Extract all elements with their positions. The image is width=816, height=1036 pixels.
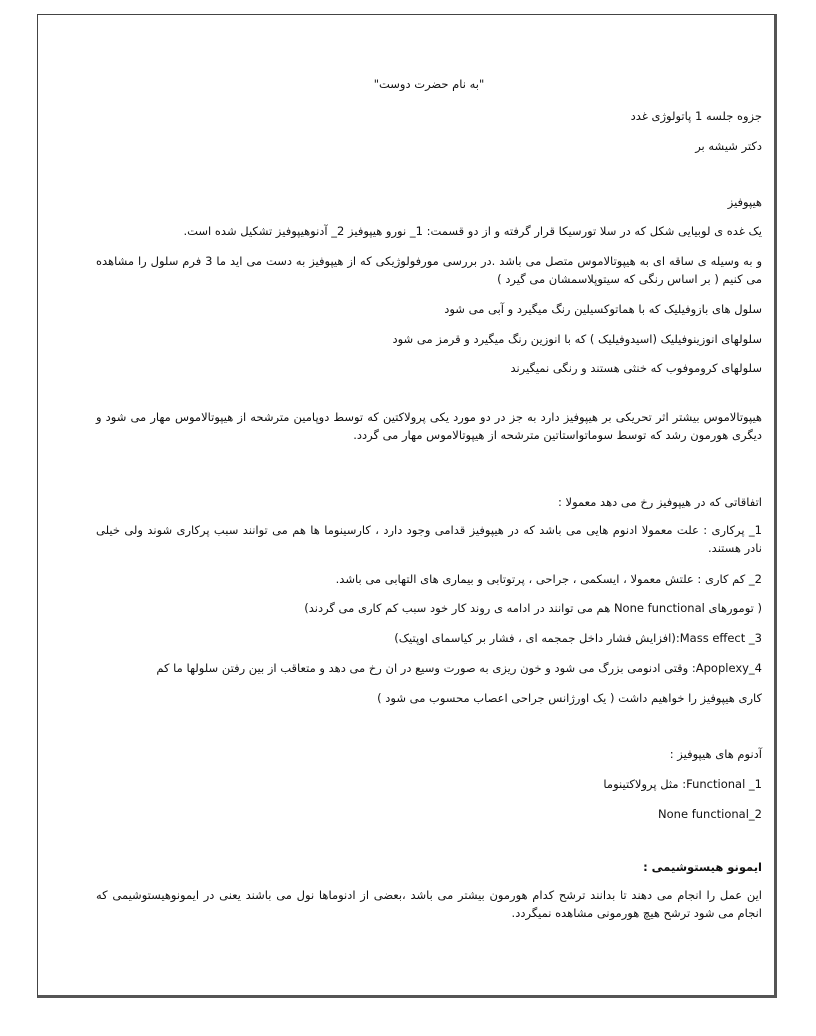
section-heading-hypophysis: هیپوفیز — [727, 195, 762, 209]
event-apoplexy-line-1: Apoplexy_4: وقتی ادنومی بزرگ می شود و خون ریزی به صورت وسیع در ان رخ می دهد و متعاقب از بین رفتن سلولها ما کم — [156, 661, 762, 675]
cell-type-eosinophil: سلولهای انوزینوفیلیک (اسیدوفیلیک ) که با انوزین رنگ میگیرد و قرمز می شود — [392, 332, 762, 346]
events-heading: اتفاقاتی که در هیپوفیز رخ می دهد معمولا : — [558, 495, 762, 509]
adenoma-nonfunctional: None functional_2 — [658, 807, 762, 821]
doc-author: دکتر شیشه بر — [695, 139, 762, 153]
ihc-heading: ایمونو هیستوشیمی : — [643, 860, 762, 874]
cell-type-basophil: سلول های بازوفیلیک که با هماتوکسیلین رنگ میگیرد و آبی می شود — [444, 302, 762, 316]
adenoma-heading: آدنوم های هیپوفیز : — [669, 747, 762, 761]
paragraph-2: و به وسیله ی ساقه ای به هیپوتالاموس متصل می باشد .در بررسی مورفولوژیکی که از هیپوفیز به دست می اید ما 3 فرم سلول را مشاهده می کنیم ( بر اساس رنگی که سیتوپلاسمشان می گیرد ) — [96, 254, 763, 286]
event-hypofunction: 2_ کم کاری : علتش معمولا ، ایسکمی ، جراحی ، پرتوتابی و بیماری های التهابی می باشد. — [335, 572, 762, 586]
doc-subtitle: جزوه جلسه 1 پاتولوژی غدد — [630, 109, 762, 123]
paragraph-1: یک غده ی لوبیایی شکل که در سلا تورسیکا قرار گرفته و از دو قسمت: 1_ نورو هیپوفیز 2_ آدنوهیپوفیز تشکیل شده است. — [183, 224, 762, 238]
event-apoplexy-line-2: کاری هیپوفیز را خواهیم داشت ( یک اورژانس جراحی اعصاب محسوب می شود ) — [377, 691, 762, 705]
cell-type-chromophobe: سلولهای کروموفوب که خنثی هستند و رنگی نمیگیرند — [510, 361, 762, 375]
event-hyperfunction: 1_ پرکاری : علت معمولا ادنوم هایی می باشد که در هیپوفیز قدامی وجود دارد ، کارسینوما ها هم می توانند سبب پرکاری شوند ولی خیلی نادر هستند. — [96, 523, 762, 555]
event-mass-effect: Mass effect _3:(افزایش فشار داخل جمجمه ای ، فشار بر کیاسمای اوپتیک) — [394, 631, 762, 645]
page-content — [96, 15, 762, 999]
ihc-paragraph: این عمل را انجام می دهند تا بدانند ترشح کدام هورمون بیشتر می باشد ،بعضی از ادنوماها نول می باشند یعنی در ایمونوهیستوشیمی که انجام می شود ترشح هیچ هورمونی مشاهده نمیگردد. — [96, 888, 762, 920]
doc-title: "به نام حضرت دوست" — [373, 77, 485, 91]
adenoma-functional: Functional _1: مثل پرولاکتینوما — [603, 777, 762, 791]
document-page — [37, 14, 777, 998]
paragraph-hypothalamus: هیپوتالاموس بیشتر اثر تحریکی بر هیپوفیز دارد به جز در دو مورد یکی پرولاکتین که توسط دوپامین مترشحه از هیپوتالاموس مهار می شود و دیگری هورمون رشد که توسط سوماتواستاتین مترشحه از هیپوتالاموس مهار می گردد. — [96, 410, 762, 442]
event-hypofunction-note: ( تومورهای None functional هم می توانند در ادامه ی روند کار خود سبب کم کاری می گردند) — [304, 601, 762, 615]
